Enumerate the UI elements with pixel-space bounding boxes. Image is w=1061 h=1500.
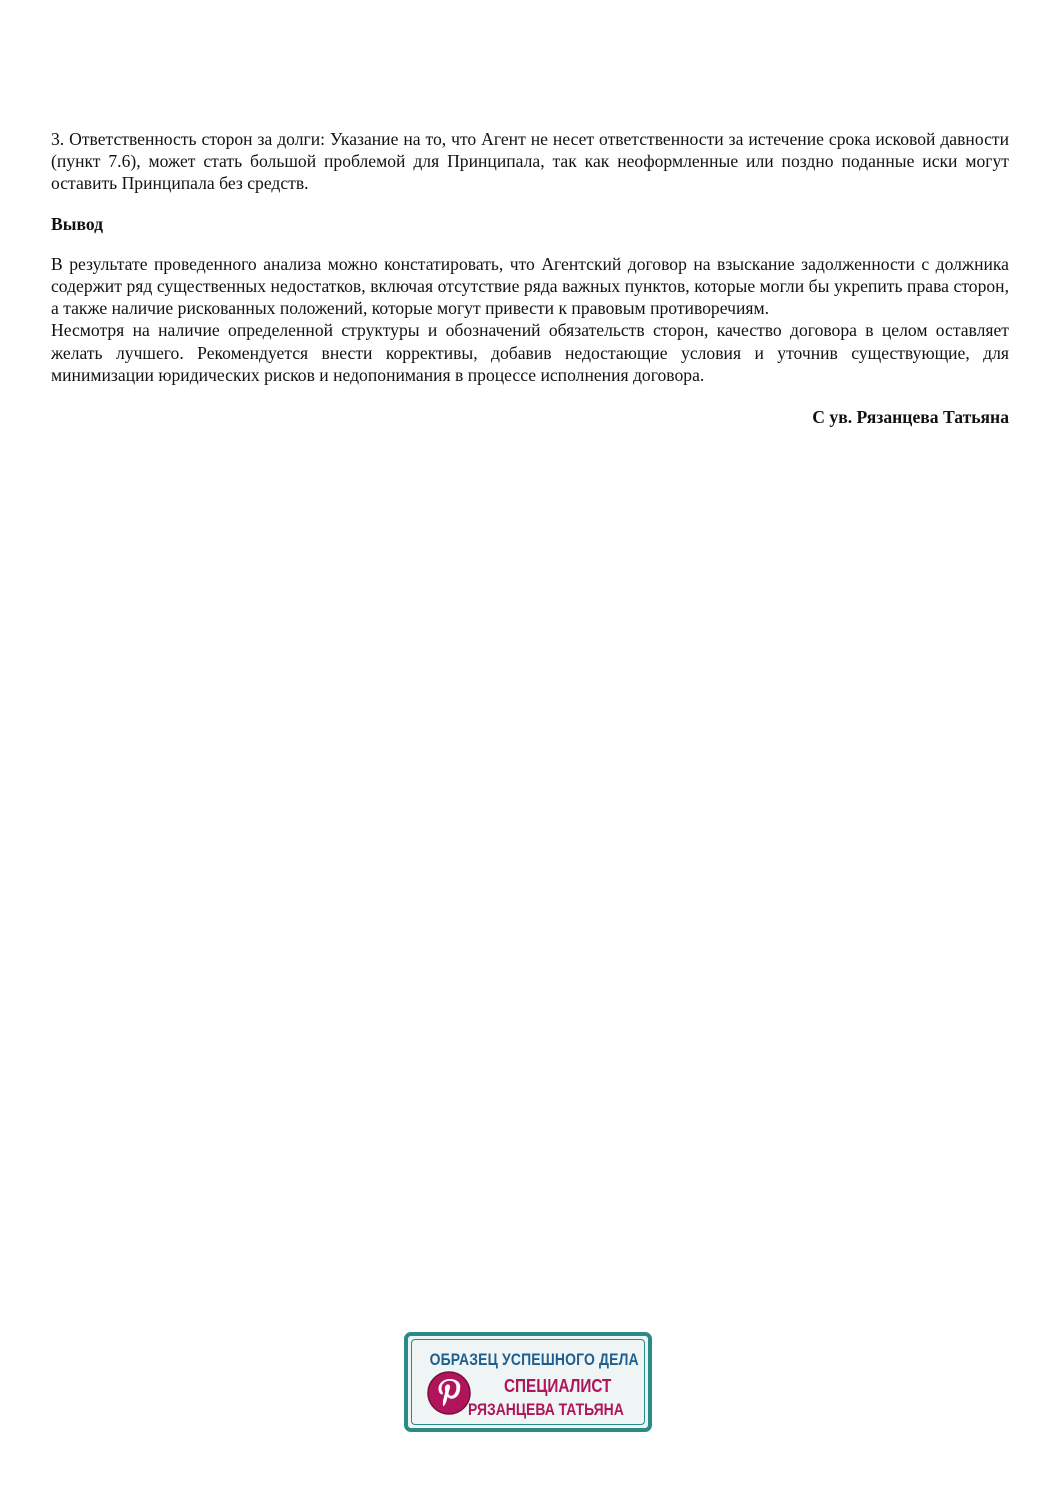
pinterest-icon [426,1370,472,1416]
stamp-specialist-label: СПЕЦИАЛИСТ [504,1376,612,1396]
stamp-title: ОБРАЗЕЦ УСПЕШНОГО ДЕЛА [429,1350,639,1369]
conclusion-heading: Вывод [51,213,104,234]
conclusion-paragraph-2: Несмотря на наличие определенной структуры и обозначений обязательств сторон, качество договора в целом оставляет желать лучшего. Рекомендуется внести коррективы, добавив недостающие условия и уточнив существующие, для минимизации юридических рисков и недопонимания в процессе исполнения договора. [51,320,1009,385]
paragraph-liability-debts: 3. Ответственность сторон за долги: Указание на то, что Агент не несет ответственности за истечение срока исковой давности (пункт 7.6), может стать большой проблемой для Принципала, так как неоформленные или поздно поданные иски могут оставить Принципала без средств. [51,129,1009,194]
document-body [51,128,1009,428]
conclusion-paragraph-1: В результате проведенного анализа можно констатировать, что Агентский договор на взыскание задолженности с должника содержит ряд существенных недостатков, включая отсутствие ряда важных пунктов, которые могли бы укрепить права сторон, а также наличие рискованных положений, которые могут привести к правовым противоречиям. [51,253,1009,319]
stamp-specialist-name: РЯЗАНЦЕВА ТАТЬЯНА [468,1400,624,1419]
signature: С ув. Рязанцева Татьяна [812,407,1009,428]
success-case-stamp [404,1332,652,1432]
